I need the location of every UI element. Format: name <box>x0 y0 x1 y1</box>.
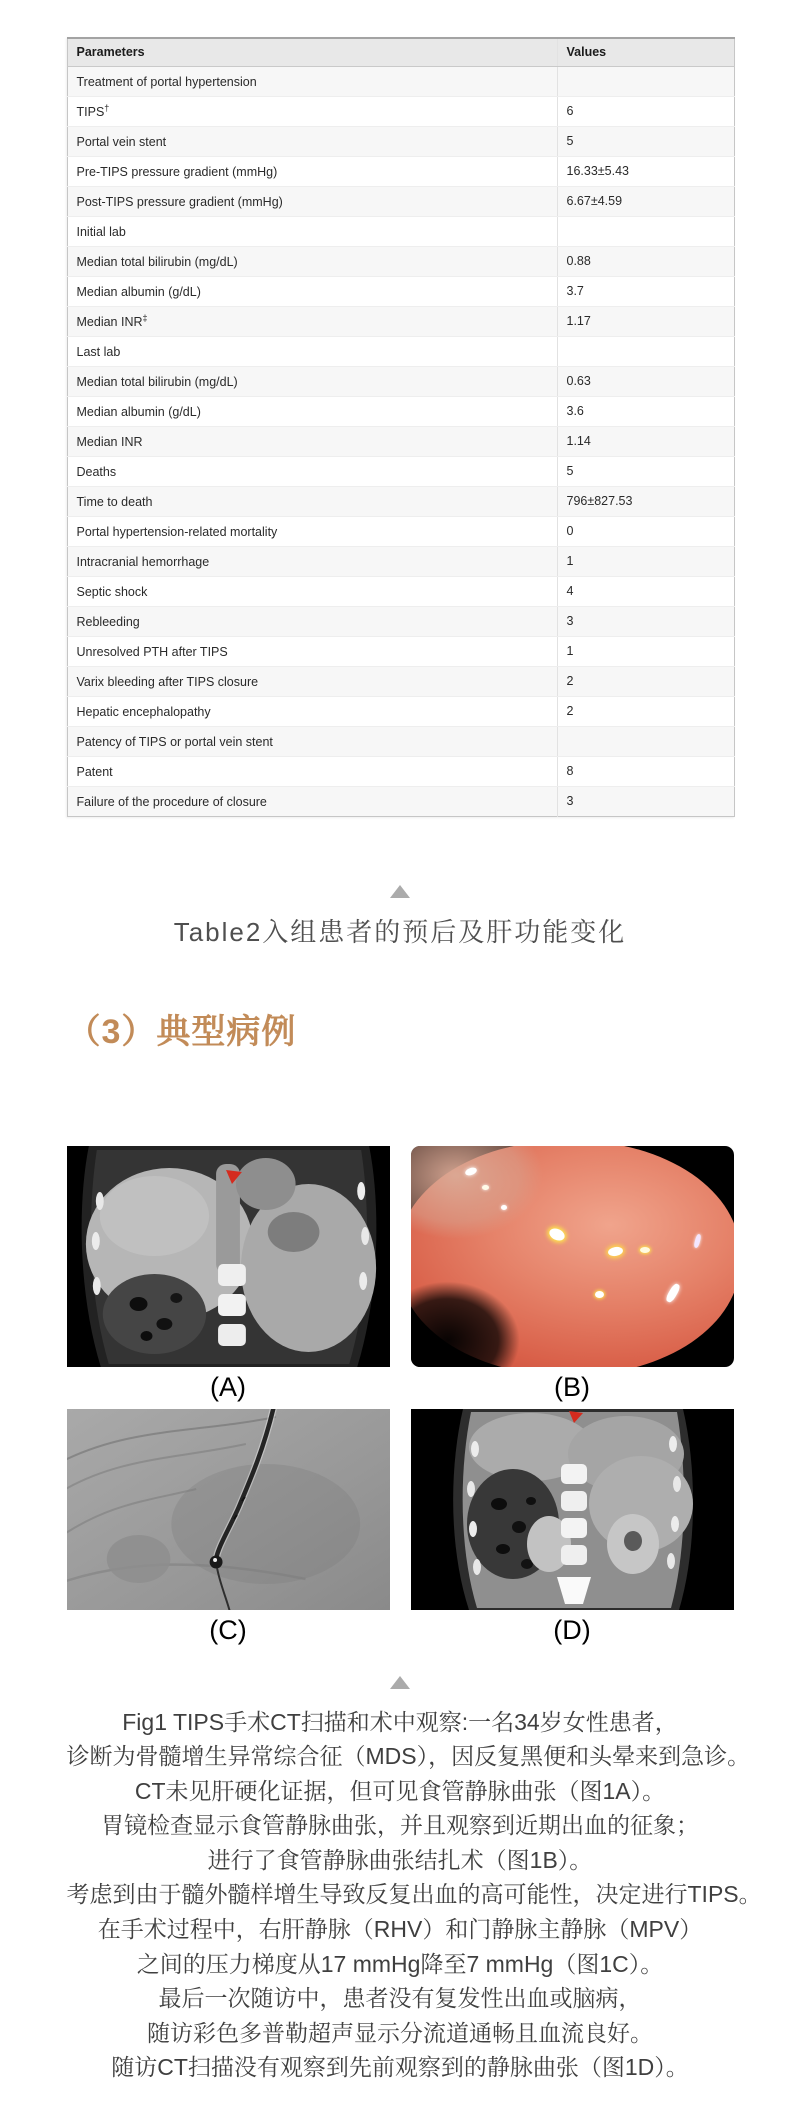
param-cell <box>67 66 557 96</box>
table-row <box>67 156 734 186</box>
figure-caption-lines <box>66 1705 762 2086</box>
param-text: TIPS <box>76 105 105 119</box>
param-text: Varix bleeding after TIPS closure <box>76 675 259 689</box>
table-row <box>67 696 734 726</box>
table-row <box>67 96 734 126</box>
figure-caption-line: 之间的压力梯度从17 mmHg降至7 mmHg（图1C）。 <box>136 1950 664 1977</box>
param-cell <box>67 756 557 786</box>
param-sup: ‡ <box>142 313 148 323</box>
table-row <box>67 576 734 606</box>
value-cell: 3 <box>557 786 734 816</box>
value-cell <box>557 726 734 756</box>
value-cell: 2 <box>557 696 734 726</box>
param-text: Median INR <box>76 435 143 449</box>
param-cell <box>67 336 557 366</box>
value-cell: 6.67±4.59 <box>557 186 734 216</box>
values-header: Values <box>557 38 734 66</box>
value-cell: 1 <box>557 546 734 576</box>
value-cell: 8 <box>557 756 734 786</box>
parameters-header: Parameters <box>67 38 557 66</box>
figure-caption-line: 考虑到由于髓外髓样增生导致反复出血的高可能性，决定进行TIPS。 <box>66 1881 762 1908</box>
param-cell <box>67 186 557 216</box>
param-cell <box>67 276 557 306</box>
table-row <box>67 216 734 246</box>
table-row <box>67 606 734 636</box>
param-text: Pre-TIPS pressure gradient (mmHg) <box>76 165 278 179</box>
table-row <box>67 546 734 576</box>
light-reflection <box>482 1185 489 1190</box>
param-cell <box>67 306 557 336</box>
param-cell <box>67 786 557 816</box>
param-cell <box>67 156 557 186</box>
figure-caption-block <box>66 1676 762 2086</box>
value-cell: 0.88 <box>557 246 734 276</box>
param-cell <box>67 426 557 456</box>
value-cell: 5 <box>557 126 734 156</box>
figure-grid <box>67 1146 734 1652</box>
value-cell: 1.17 <box>557 306 734 336</box>
param-text: Treatment of portal hypertension <box>76 75 257 89</box>
param-text: Median total bilirubin (mg/dL) <box>76 255 238 269</box>
param-text: Intracranial hemorrhage <box>76 555 210 569</box>
figure-label: (D) <box>411 1610 734 1652</box>
fluoroscopy-graphic <box>67 1409 390 1610</box>
param-cell <box>67 486 557 516</box>
table-row <box>67 276 734 306</box>
table-header-row <box>67 38 734 66</box>
param-text: Rebleeding <box>76 615 140 629</box>
param-cell <box>67 726 557 756</box>
figure-c-image[interactable] <box>67 1409 390 1610</box>
param-cell <box>67 366 557 396</box>
table-row <box>67 396 734 426</box>
figure-caption-line: 最后一次随访中，患者没有复发性出血或脑病， <box>158 1985 642 2012</box>
param-cell <box>67 456 557 486</box>
value-cell <box>557 216 734 246</box>
value-cell: 1 <box>557 636 734 666</box>
param-text: Deaths <box>76 465 117 479</box>
table-row <box>67 486 734 516</box>
param-cell <box>67 396 557 426</box>
value-cell: 0.63 <box>557 366 734 396</box>
figure-caption-line: 胃镜检查显示食管静脉曲张，并且观察到近期出血的征象； <box>101 1812 699 1839</box>
table-caption: Table2入组患者的预后及肝功能变化 <box>173 916 627 947</box>
value-cell: 5 <box>557 456 734 486</box>
param-text: Median albumin (g/dL) <box>76 405 201 419</box>
table-row <box>67 516 734 546</box>
table-caption-block <box>67 885 734 950</box>
param-sup: † <box>104 103 110 113</box>
value-cell: 1.14 <box>557 426 734 456</box>
table-row <box>67 456 734 486</box>
table-row <box>67 186 734 216</box>
table-row <box>67 636 734 666</box>
param-cell <box>67 246 557 276</box>
ct-scan-d-graphic <box>411 1409 734 1610</box>
value-cell <box>557 66 734 96</box>
figure-d-image[interactable] <box>411 1409 734 1610</box>
param-cell <box>67 96 557 126</box>
table-row <box>67 66 734 96</box>
param-text: Median albumin (g/dL) <box>76 285 201 299</box>
param-cell <box>67 546 557 576</box>
figure-caption-line: 诊断为骨髓增生异常综合征（MDS），因反复黑便和头晕来到急诊。 <box>66 1743 751 1770</box>
table-row <box>67 306 734 336</box>
param-text: Initial lab <box>76 225 126 239</box>
prognosis-table-body <box>67 66 734 816</box>
figure-a-image[interactable] <box>67 1146 390 1367</box>
figure-caption-line: 随访彩色多普勒超声显示分流道通畅且血流良好。 <box>147 2019 653 2046</box>
param-text: Septic shock <box>76 585 148 599</box>
table-row <box>67 366 734 396</box>
section-heading: （3）典型病例 <box>66 1012 297 1051</box>
prognosis-table <box>67 37 735 817</box>
param-text: Median INR <box>76 315 143 329</box>
param-text: Patent <box>76 765 113 779</box>
param-text: Hepatic encephalopathy <box>76 705 211 719</box>
value-cell: 16.33±5.43 <box>557 156 734 186</box>
param-text: Portal hypertension-related mortality <box>76 525 278 539</box>
param-cell <box>67 126 557 156</box>
figure-label: (C) <box>67 1610 390 1652</box>
param-text: Portal vein stent <box>76 135 167 149</box>
param-cell <box>67 696 557 726</box>
table-row <box>67 726 734 756</box>
value-cell: 3.7 <box>557 276 734 306</box>
param-text: Post-TIPS pressure gradient (mmHg) <box>76 195 283 209</box>
param-text: Median total bilirubin (mg/dL) <box>76 375 238 389</box>
param-text: Failure of the procedure of closure <box>76 795 267 809</box>
value-cell: 796±827.53 <box>557 486 734 516</box>
triangle-up-icon <box>390 1676 410 1689</box>
param-cell <box>67 636 557 666</box>
figure-caption-line: 进行了食管静脉曲张结扎术（图1B）。 <box>207 1846 593 1873</box>
param-text: Time to death <box>76 495 153 509</box>
param-text: Last lab <box>76 345 121 359</box>
table-row <box>67 426 734 456</box>
value-cell <box>557 336 734 366</box>
table-row <box>67 246 734 276</box>
param-text: Patency of TIPS or portal vein stent <box>76 735 273 749</box>
ct-scan-a-graphic <box>67 1146 390 1367</box>
figure-caption-line: CT未见肝硬化证据，但可见食管静脉曲张（图1A）。 <box>134 1777 666 1804</box>
table-row <box>67 756 734 786</box>
value-cell: 2 <box>557 666 734 696</box>
value-cell: 3.6 <box>557 396 734 426</box>
triangle-up-icon <box>390 885 410 898</box>
table-row <box>67 786 734 816</box>
figure-label: (B) <box>411 1367 734 1409</box>
figure-caption-line: 随访CT扫描没有观察到先前观察到的静脉曲张（图1D）。 <box>111 2054 689 2081</box>
value-cell: 6 <box>557 96 734 126</box>
table-row <box>67 336 734 366</box>
param-text: Unresolved PTH after TIPS <box>76 645 228 659</box>
param-cell <box>67 576 557 606</box>
figure-caption-line: Fig1 TIPS手术CT扫描和术中观察:一名34岁女性患者， <box>122 1708 678 1735</box>
value-cell: 0 <box>557 516 734 546</box>
table-row <box>67 126 734 156</box>
param-cell <box>67 666 557 696</box>
figure-b-image[interactable] <box>411 1146 734 1367</box>
param-cell <box>67 606 557 636</box>
param-cell <box>67 216 557 246</box>
table-row <box>67 666 734 696</box>
figure-label: (A) <box>67 1367 390 1409</box>
param-cell <box>67 516 557 546</box>
figure-caption-line: 在手术过程中，右肝静脉（RHV）和门静脉主静脉（MPV） <box>97 1916 703 1943</box>
value-cell: 4 <box>557 576 734 606</box>
article-page <box>66 0 762 2085</box>
value-cell: 3 <box>557 606 734 636</box>
